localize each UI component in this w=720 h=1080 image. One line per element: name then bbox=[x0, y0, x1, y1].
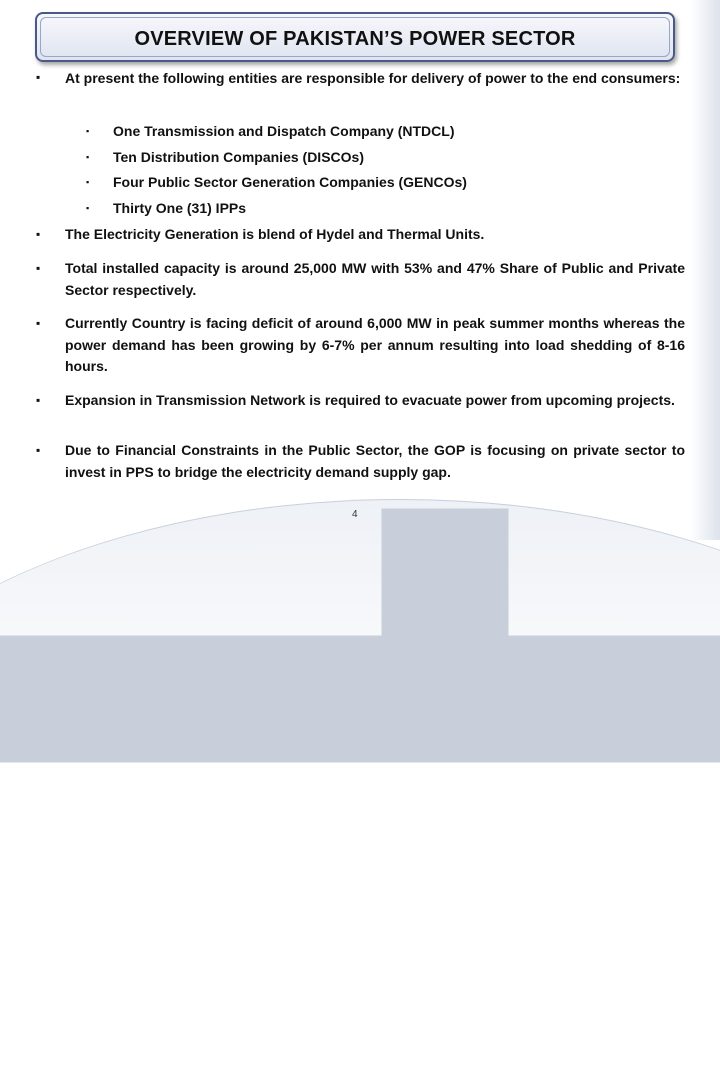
point-text: Due to Financial Constraints in the Public Sector, the GOP is focusing on private sector to invest in PPS to bridge the electricity demand supply gap. bbox=[65, 442, 685, 480]
slide-title: OVERVIEW OF PAKISTAN’S POWER SECTOR bbox=[134, 28, 576, 50]
title-box bbox=[35, 12, 675, 62]
point-text: Expansion in Transmission Network is required to evacuate power from upcoming projects. bbox=[65, 392, 675, 408]
point-text: The Electricity Generation is blend of Hydel and Thermal Units. bbox=[65, 226, 485, 242]
bullet-icon: ▪ bbox=[36, 393, 41, 407]
point-text: Total installed capacity is around 25,000 MW with 53% and 47% Share of Public and Private Sector respectively. bbox=[65, 260, 685, 298]
sub-bullet-icon: ▪ bbox=[86, 177, 90, 187]
intro-text: At present the following entities are responsible for delivery of power to the end consumers: bbox=[65, 70, 681, 86]
page-number: 4 bbox=[352, 509, 358, 520]
point-text: Currently Country is facing deficit of around 6,000 MW in peak summer months whereas the power demand has been growing by 6-7% per annum resulting into load shedding of 8-16 hours. bbox=[65, 315, 685, 374]
sub-item: One Transmission and Dispatch Company (NTDCL) bbox=[113, 123, 455, 139]
background-gradient bbox=[690, 0, 720, 540]
sub-bullet-icon: ▪ bbox=[86, 203, 90, 213]
sub-bullet-icon: ▪ bbox=[86, 152, 90, 162]
sub-item: Four Public Sector Generation Companies (GENCOs) bbox=[113, 174, 467, 190]
background-arc bbox=[0, 499, 720, 1080]
sub-bullet-icon: ▪ bbox=[86, 126, 90, 136]
bullet-icon: ▪ bbox=[36, 70, 41, 84]
bullet-icon: ▪ bbox=[36, 316, 41, 330]
bullet-icon: ▪ bbox=[36, 443, 41, 457]
bullet-icon: ▪ bbox=[36, 227, 41, 241]
sub-item: Thirty One (31) IPPs bbox=[113, 200, 247, 216]
bullet-icon: ▪ bbox=[36, 261, 41, 275]
sub-item: Ten Distribution Companies (DISCOs) bbox=[113, 149, 364, 165]
